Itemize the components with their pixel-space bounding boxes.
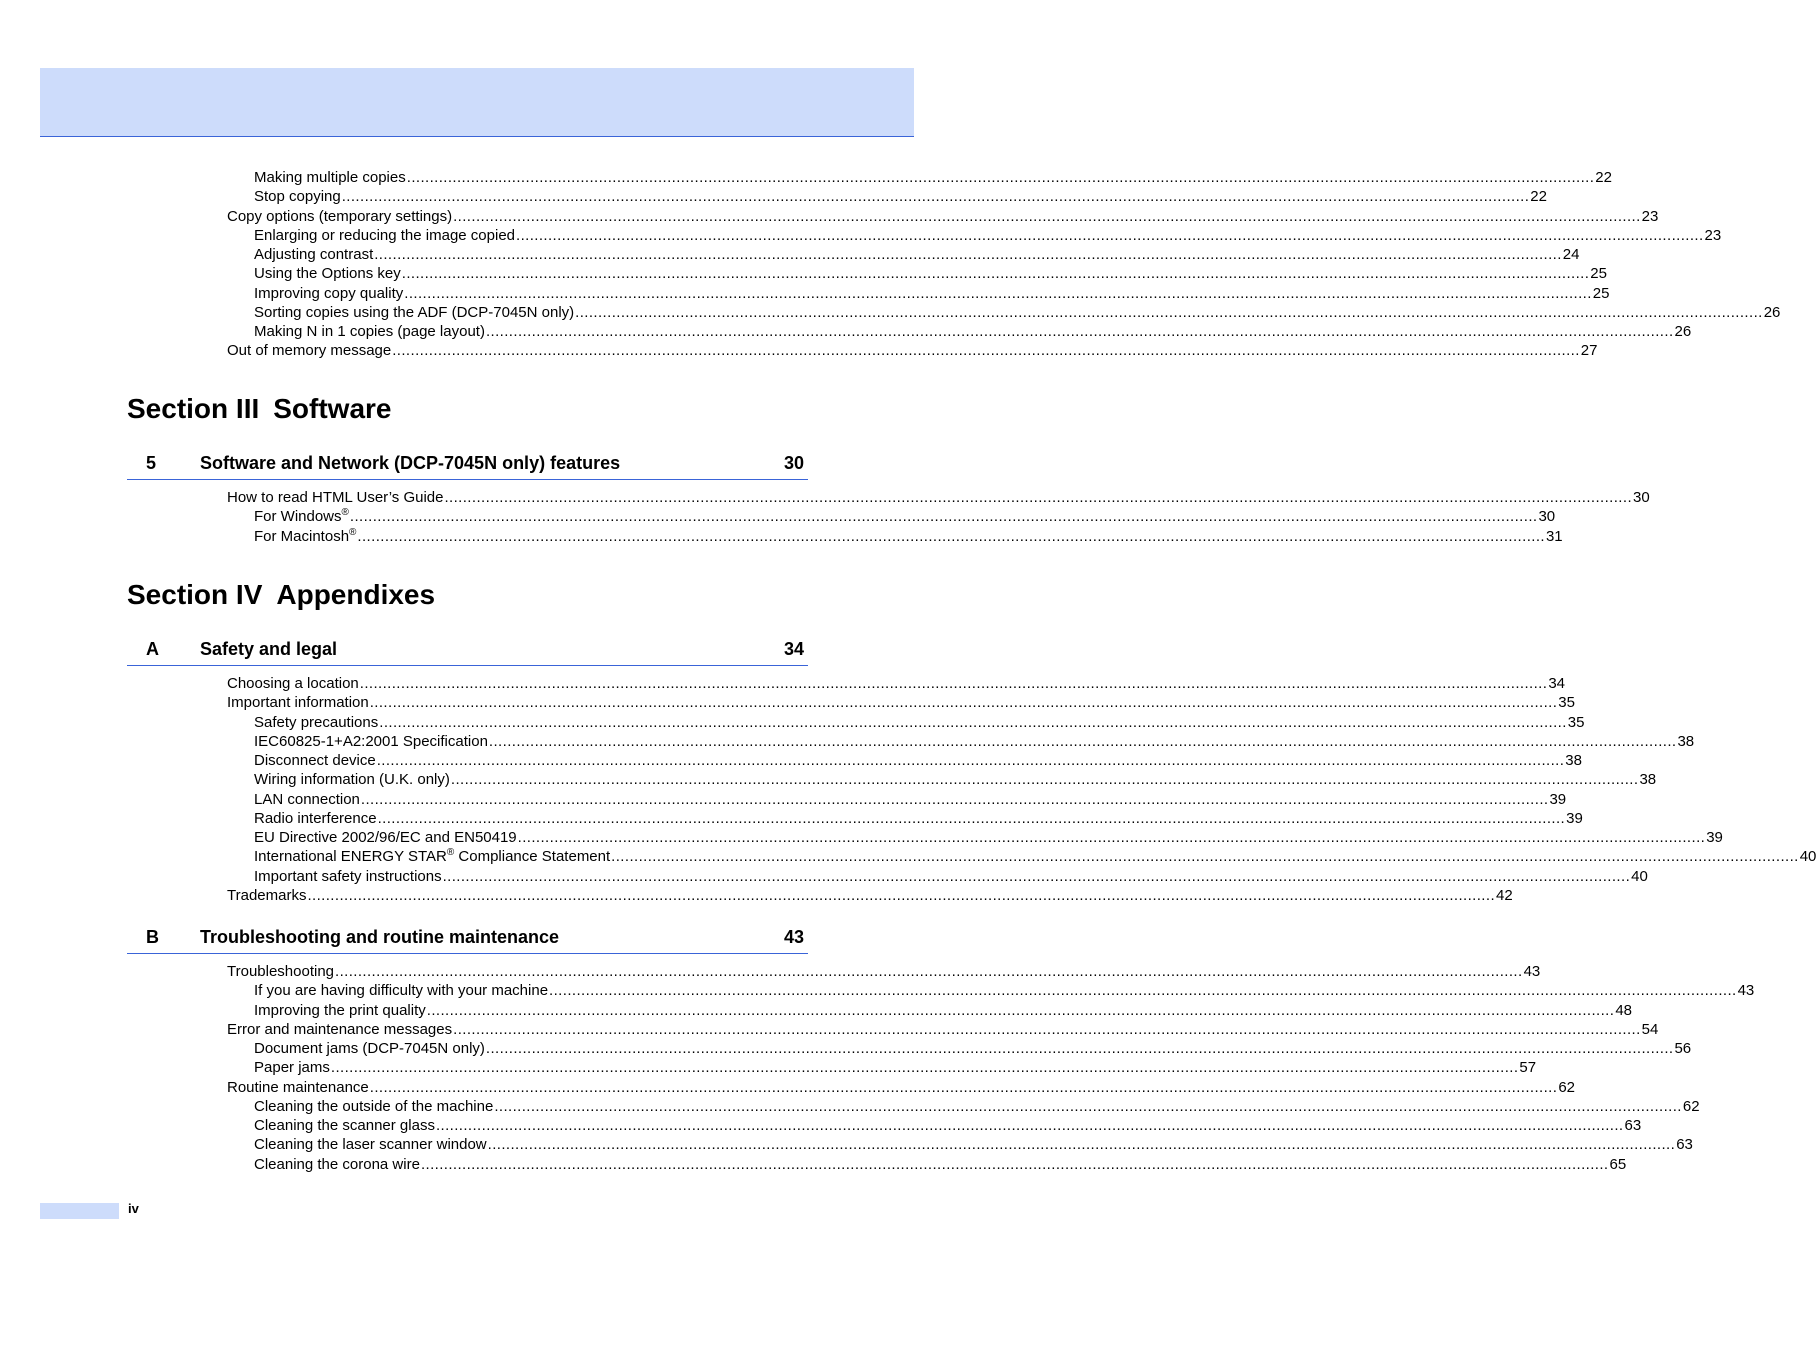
toc-entry-page: 62 xyxy=(1558,1078,1575,1096)
toc-entry xyxy=(227,488,1650,507)
toc-entry-page: 39 xyxy=(1706,829,1723,846)
dot-leader: .................................................................................................................................................................................................................................................................... xyxy=(575,303,1763,321)
toc-entry xyxy=(254,245,1580,264)
dot-leader: .................................................................................................................................................................................................................................................................... xyxy=(516,226,1704,244)
footer-page-number: iv xyxy=(128,1201,139,1216)
toc-entry-page: 25 xyxy=(1590,265,1607,283)
toc-entry-page: 43 xyxy=(1523,963,1541,980)
toc-entry-title: Routine maintenance xyxy=(227,1078,369,1096)
dot-leader: .................................................................................................................................................................................................................................................................... xyxy=(611,848,1799,866)
toc-entry-page: 23 xyxy=(1641,207,1659,225)
section-name: Appendixes xyxy=(276,579,436,610)
chapter-number: B xyxy=(146,927,159,947)
dot-leader: .................................................................................................................................................................................................................................................................... xyxy=(420,1155,1609,1173)
registered-mark: ® xyxy=(446,847,455,859)
chapter-number: A xyxy=(146,639,159,659)
toc-entry-title: Using the Options key xyxy=(254,265,401,283)
toc-entry-title: LAN connection xyxy=(254,790,360,808)
dot-leader: .................................................................................................................................................................................................................................................................... xyxy=(401,265,1590,283)
toc-entry xyxy=(227,693,1575,712)
dot-leader: .................................................................................................................................................................................................................................................................... xyxy=(369,1078,1558,1096)
toc-entry-page: 63 xyxy=(1624,1117,1642,1134)
toc-entry xyxy=(227,1078,1575,1097)
dot-leader: .................................................................................................................................................................................................................................................................... xyxy=(406,169,1595,186)
dot-leader: .................................................................................................................................................................................................................................................................... xyxy=(377,809,1566,827)
toc-entry xyxy=(254,847,1816,866)
toc-entry-page: 43 xyxy=(1737,982,1755,1000)
chapter-title: Safety and legal xyxy=(200,639,338,659)
toc-entry-page: 57 xyxy=(1519,1059,1537,1077)
toc-entry-title: How to read HTML User’s Guide xyxy=(227,489,444,506)
toc-entry xyxy=(254,1039,1692,1058)
toc-entry-title: Copy options (temporary settings) xyxy=(227,207,453,225)
toc-entry-title: Important safety instructions xyxy=(254,867,442,885)
toc-entry xyxy=(254,751,1582,770)
toc-entry-page: 30 xyxy=(1633,489,1650,506)
toc-entry-title: Wiring information (U.K. only) xyxy=(254,771,450,789)
dot-leader: .................................................................................................................................................................................................................................................................... xyxy=(404,284,1592,302)
toc-entry-title: Out of memory message xyxy=(227,342,392,360)
dot-leader: .................................................................................................................................................................................................................................................................... xyxy=(330,1059,1519,1077)
toc-entry-page: 40 xyxy=(1631,867,1648,885)
toc-entry-title: For Macintosh® xyxy=(254,526,357,545)
section-heading xyxy=(127,392,392,426)
toc-entry-page: 23 xyxy=(1704,226,1722,244)
registered-mark: ® xyxy=(341,507,349,519)
toc-entry-title: Cleaning the corona wire xyxy=(254,1155,420,1173)
toc-entry-page: 30 xyxy=(1538,508,1556,526)
toc-entry-title: Cleaning the laser scanner window xyxy=(254,1136,487,1154)
chapter-heading xyxy=(127,925,808,954)
dot-leader: .................................................................................................................................................................................................................................................................... xyxy=(379,713,1567,731)
toc-entry-page: 38 xyxy=(1639,771,1657,789)
toc-entry xyxy=(227,886,1513,905)
toc-entry xyxy=(227,962,1541,981)
toc-entry xyxy=(254,1058,1537,1077)
toc-entry xyxy=(227,674,1565,693)
toc-entry-page: 39 xyxy=(1566,809,1583,827)
chapter-page: 43 xyxy=(783,927,804,947)
toc-entry-title: Improving copy quality xyxy=(254,284,404,302)
toc-entry xyxy=(254,1001,1632,1020)
toc-entry-title: Cleaning the outside of the machine xyxy=(254,1097,494,1115)
chapter-title: Software and Network (DCP-7045N only) features xyxy=(200,453,621,473)
toc-entry-page: 38 xyxy=(1677,732,1695,750)
dot-leader: .................................................................................................................................................................................................................................................................... xyxy=(392,342,1580,360)
dot-leader: .................................................................................................................................................................................................................................................................... xyxy=(485,323,1674,340)
chapter-page: 34 xyxy=(783,639,804,659)
toc-entry xyxy=(254,770,1657,789)
toc-entry-page: 63 xyxy=(1676,1136,1693,1154)
footer-band xyxy=(40,1203,119,1219)
toc-entry-title: Trademarks xyxy=(227,886,307,904)
toc-entry-page: 38 xyxy=(1565,752,1582,769)
dot-leader: .................................................................................................................................................................................................................................................................... xyxy=(341,188,1530,206)
toc-entry-page: 35 xyxy=(1567,713,1585,731)
toc-entry-title: Making N in 1 copies (page layout) xyxy=(254,323,485,340)
toc-entry xyxy=(254,713,1585,732)
dot-leader: .................................................................................................................................................................................................................................................................... xyxy=(444,489,1633,506)
toc-entry xyxy=(254,1135,1693,1154)
toc-entry-title: For Windows® xyxy=(254,507,349,526)
toc-entry xyxy=(254,867,1648,886)
toc-entry-page: 31 xyxy=(1545,527,1563,545)
toc-entry-title: International ENERGY STAR® Compliance Statement xyxy=(254,847,611,866)
toc-entry xyxy=(254,732,1695,751)
chapter-heading xyxy=(127,637,808,666)
section-name: Software xyxy=(273,393,392,424)
toc-entry-title: Troubleshooting xyxy=(227,963,335,980)
dot-leader: .................................................................................................................................................................................................................................................................... xyxy=(376,752,1565,769)
toc-entry-title: Making multiple copies xyxy=(254,169,406,186)
toc-entry-title: Radio interference xyxy=(254,809,377,827)
toc-entry xyxy=(227,1020,1659,1039)
toc-entry xyxy=(254,526,1563,546)
dot-leader: .................................................................................................................................................................................................................................................................... xyxy=(453,207,1641,225)
toc-entry-title: Stop copying xyxy=(254,188,341,206)
toc-entry-page: 26 xyxy=(1674,323,1692,340)
toc-entry-title: If you are having difficulty with your machine xyxy=(254,982,549,1000)
toc-entry xyxy=(254,303,1781,322)
toc-entry-title: Document jams (DCP-7045N only) xyxy=(254,1040,485,1057)
toc-entry-page: 25 xyxy=(1592,284,1610,302)
dot-leader: .................................................................................................................................................................................................................................................................... xyxy=(359,675,1548,692)
toc-entry xyxy=(254,1097,1700,1116)
toc-entry xyxy=(254,168,1612,187)
toc-entry-title: Safety precautions xyxy=(254,713,379,731)
toc-entry-title: Enlarging or reducing the image copied xyxy=(254,226,515,244)
dot-leader: .................................................................................................................................................................................................................................................................... xyxy=(335,963,1523,980)
toc-entry-page: 39 xyxy=(1549,790,1567,808)
toc-entry xyxy=(227,341,1598,360)
toc-entry-page: 27 xyxy=(1580,342,1598,360)
toc-entry xyxy=(254,264,1607,283)
dot-leader: .................................................................................................................................................................................................................................................................... xyxy=(517,829,1706,846)
toc-entry-page: 26 xyxy=(1763,303,1781,321)
chapter-title: Troubleshooting and routine maintenance xyxy=(200,927,560,947)
toc-entry-page: 40 xyxy=(1799,848,1816,866)
toc-entry-title: Paper jams xyxy=(254,1059,330,1077)
toc-entry xyxy=(254,507,1556,526)
toc-entry xyxy=(227,207,1659,226)
dot-leader: .................................................................................................................................................................................................................................................................... xyxy=(450,771,1639,789)
toc-entry xyxy=(254,322,1692,341)
dot-leader: .................................................................................................................................................................................................................................................................... xyxy=(549,982,1737,1000)
toc-entry xyxy=(254,981,1755,1000)
toc-entry xyxy=(254,809,1583,828)
dot-leader: .................................................................................................................................................................................................................................................................... xyxy=(488,732,1677,750)
toc-entry-page: 56 xyxy=(1674,1040,1692,1057)
chapter-number: 5 xyxy=(146,453,157,473)
toc-entry-page: 65 xyxy=(1609,1155,1627,1173)
toc-entry xyxy=(254,790,1567,809)
toc-entry-title: Adjusting contrast xyxy=(254,246,374,263)
section-heading xyxy=(127,578,435,612)
toc-entry-title: Disconnect device xyxy=(254,752,376,769)
dot-leader: .................................................................................................................................................................................................................................................................... xyxy=(369,694,1558,712)
toc-entry-page: 62 xyxy=(1682,1097,1700,1115)
toc-entry-title: Cleaning the scanner glass xyxy=(254,1117,435,1134)
toc-entry xyxy=(254,828,1723,847)
registered-mark: ® xyxy=(349,526,357,538)
dot-leader: .................................................................................................................................................................................................................................................................... xyxy=(360,790,1549,808)
dot-leader: .................................................................................................................................................................................................................................................................... xyxy=(485,1040,1674,1057)
dot-leader: .................................................................................................................................................................................................................................................................... xyxy=(435,1117,1624,1134)
toc-entry-page: 22 xyxy=(1530,188,1547,206)
toc-entry xyxy=(254,1155,1627,1174)
toc-entry-page: 22 xyxy=(1595,169,1612,186)
dot-leader: .................................................................................................................................................................................................................................................................... xyxy=(426,1001,1615,1019)
toc-entry xyxy=(254,284,1610,303)
toc-entry-title: Choosing a location xyxy=(227,675,359,692)
dot-leader: .................................................................................................................................................................................................................................................................... xyxy=(453,1020,1641,1038)
toc-entry-page: 35 xyxy=(1558,694,1575,712)
dot-leader: .................................................................................................................................................................................................................................................................... xyxy=(307,886,1496,904)
toc-entry xyxy=(254,226,1722,245)
dot-leader: .................................................................................................................................................................................................................................................................... xyxy=(374,246,1562,263)
toc-entry-title: Improving the print quality xyxy=(254,1001,426,1019)
dot-leader: .................................................................................................................................................................................................................................................................... xyxy=(357,527,1545,545)
toc-entry-page: 34 xyxy=(1548,675,1565,692)
section-number: Section IV xyxy=(127,579,263,610)
toc-entry-page: 42 xyxy=(1496,886,1513,904)
section-number: Section III xyxy=(127,393,260,424)
dot-leader: .................................................................................................................................................................................................................................................................... xyxy=(487,1136,1676,1154)
dot-leader: .................................................................................................................................................................................................................................................................... xyxy=(494,1097,1682,1115)
chapter-page: 30 xyxy=(783,453,804,473)
toc-entry xyxy=(254,187,1547,206)
toc-entry xyxy=(254,1116,1642,1135)
header-band xyxy=(40,68,914,137)
chapter-heading xyxy=(127,451,808,480)
toc-entry-title: Important information xyxy=(227,694,369,712)
dot-leader: .................................................................................................................................................................................................................................................................... xyxy=(442,867,1631,885)
toc-entry-page: 48 xyxy=(1615,1001,1632,1019)
toc-entry-title: IEC60825-1+A2:2001 Specification xyxy=(254,732,488,750)
toc-entry-page: 54 xyxy=(1641,1020,1659,1038)
toc-entry-title: Sorting copies using the ADF (DCP-7045N only) xyxy=(254,303,575,321)
toc-entry-title: EU Directive 2002/96/EC and EN50419 xyxy=(254,829,517,846)
toc-entry-title: Error and maintenance messages xyxy=(227,1020,453,1038)
dot-leader: .................................................................................................................................................................................................................................................................... xyxy=(349,508,1538,526)
toc-entry-page: 24 xyxy=(1562,246,1580,263)
